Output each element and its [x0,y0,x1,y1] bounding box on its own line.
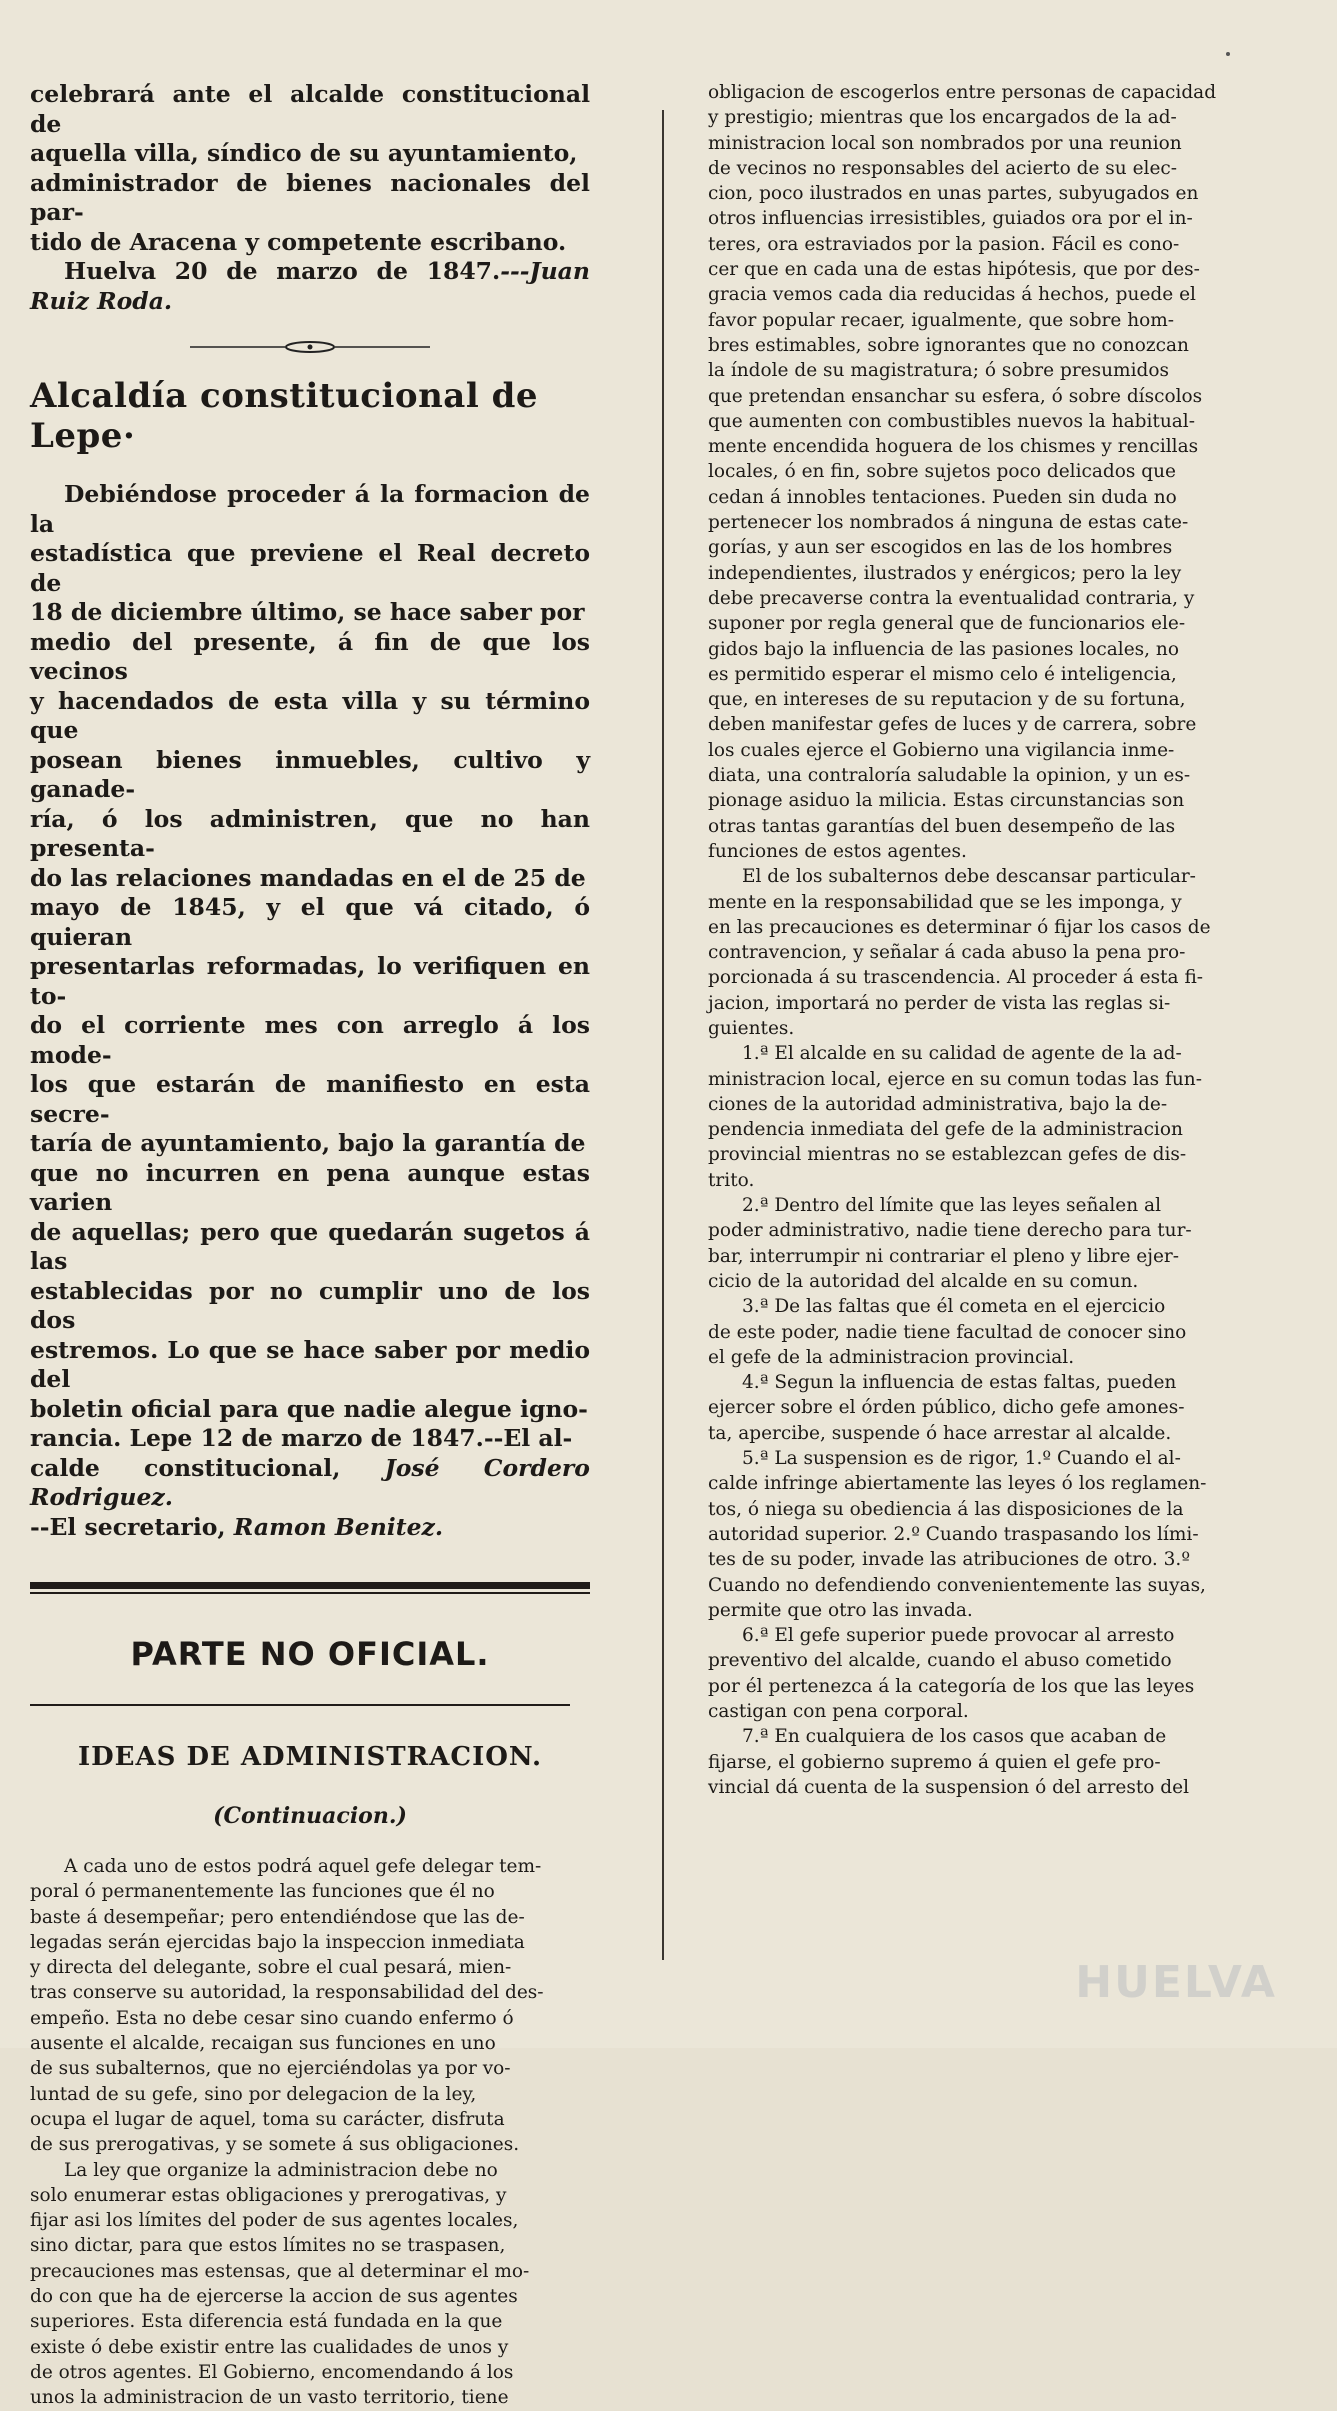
notice-line: establecidas por no cumplir uno de los dos [30,1276,590,1334]
notice-line: do el corriente mes con arreglo á los mode- [30,1011,590,1069]
body-line: debe precaverse contra la eventualidad contraria, y [708,587,1195,609]
body-line: de sus prerogativas, y se somete á sus obligaciones. [30,2134,520,2156]
body-line: poder administrativo, nadie tiene derecho para tur- [708,1220,1192,1242]
body-line: de vecinos no responsables del acierto de su elec- [708,157,1178,179]
notice-line: rancia. Lepe 12 de marzo de 1847.--El al- [30,1424,573,1452]
heading-rule [30,1704,570,1706]
body-line: que aumenten con combustibles nuevos la habitual- [708,410,1195,432]
body-line: contravencion, y señalar á cada abuso la pena pro- [708,942,1186,964]
body-line: guientes. [708,1017,795,1039]
ink-dot [1226,52,1230,56]
body-line: los cuales ejerce el Gobierno una vigilancia inme- [708,739,1175,761]
body-line: gidos bajo la influencia de las pasiones locales, no [708,638,1179,660]
body-line: superiores. Esta diferencia está fundada en la que [30,2311,503,2333]
notice-line: Debiéndose proceder á la formacion de la [30,480,590,538]
section-rule-thick [30,1582,590,1589]
body-line: ocupa el lugar de aquel, toma su carácter, disfruta [30,2108,505,2130]
body-line: otros influencias irresistibles, guiados ora por el in- [708,208,1193,230]
body-line: fijarse, el gobierno supremo á quien el gefe pro- [708,1751,1161,1773]
body-line: fijar asi los límites del poder de sus agentes locales, [30,2210,519,2232]
continuacion-label: (Continuacion.) [213,1803,407,1829]
intro-line: tido de Aracena y competente escribano. [30,227,567,256]
ideas-heading: IDEAS DE ADMINISTRACION. [77,1742,543,1772]
body-line: deben manifestar gefes de luces y de carrera, sobre [708,714,1197,736]
body-line: preventivo del alcalde, cuando el abuso cometido [708,1650,1172,1672]
body-line: independientes, ilustrados y enérgicos; pero la ley [708,562,1182,584]
notice-line: los que estarán de manifiesto en esta secre- [30,1070,590,1128]
notice-line: taría de ayuntamiento, bajo la garantía de [30,1129,586,1157]
body-line: tes de su poder, invade las atribuciones de otro. 3.º [708,1549,1191,1571]
notice-line: estremos. Lo que se hace saber por medio del [30,1335,590,1393]
ornament-divider-icon [190,340,430,354]
body-line: locales, ó en fin, sobre sujetos poco delicados que [708,461,1176,483]
rule-item-line: 7.ª En cualquiera de los casos que acaban de [742,1726,1167,1748]
notice-line: y hacendados de esta villa y su término que [30,686,590,744]
body-line: pendencia inmediata del gefe de la administracion [708,1119,1183,1141]
intro-dateline [30,257,590,316]
notice-line: 18 de diciembre último, se hace saber por [30,598,585,626]
alcaldia-notice [30,480,590,1542]
intro-signature: ---Juan Ruiz Roda. [30,257,590,315]
body-line: tras conserve su autoridad, la responsabilidad del des- [30,1982,544,2004]
alcalde-name: José Cordero Rodriguez. [30,1453,590,1511]
body-line: favor popular recaer, igualmente, que sobre hom- [708,309,1175,331]
notice-line: estadística que previene el Real decreto de [30,539,590,597]
body-line: ausente el alcalde, recaigan sus funciones en uno [30,2033,496,2055]
body-line: A cada uno de estos podrá aquel gefe delegar tem- [64,1856,542,1877]
notice-line: medio del presente, á fin de que los vecinos [30,627,590,685]
body-line: vincial dá cuenta de la suspension ó del arresto del [708,1776,1189,1798]
body-line: poral ó permanentemente las funciones que él no [30,1881,495,1903]
body-line: castigan con pena corporal. [708,1701,969,1722]
body-line: tos, ó niega su obediencia á las disposiciones de la [708,1498,1184,1520]
intro-line: aquella villa, síndico de su ayuntamiento, [30,139,578,167]
body-line: legadas serán ejercidas bajo la inspeccion inmediata [30,1931,525,1953]
body-line: luntad de su gefe, sino por delegacion de la ley, [30,2083,477,2105]
body-line: y prestigio; mientras que los encargados de la ad- [708,107,1177,129]
alcaldia-heading: Alcaldía constitucional de Lepe· [30,376,538,456]
notice-line: mayo de 1845, y el que vá citado, ó quieran [30,893,590,951]
rule-item-line: 2.ª Dentro del límite que las leyes señalen al [742,1195,1161,1217]
body-line: bres estimables, sobre ignorantes que no conozcan [708,334,1189,356]
body-line: pionage asiduo la milicia. Estas circunstancias son [708,790,1185,812]
notice-line: do las relaciones mandadas en el de 25 de [30,863,586,892]
body-line: provincial mientras no se establezcan gefes de dis- [708,1144,1187,1166]
body-line: de otros agentes. El Gobierno, encomendando á los [30,2361,514,2383]
body-line: es permitido esperar el mismo celo é inteligencia, [708,663,1177,685]
rule-item-line: 3.ª De las faltas que él cometa en el ejercicio [742,1296,1166,1318]
body-line: porcionada á su trascendencia. Al proceder á esta fi- [708,967,1204,989]
body-line: cion, poco ilustrados en unas partes, subyugados en [708,183,1199,205]
rule-item-line: 1.ª El alcalde en su calidad de agente de la ad- [742,1043,1182,1065]
body-line: autoridad superior. 2.º Cuando traspasando los lími- [708,1523,1199,1545]
body-line: en las precauciones es determinar ó fijar los casos de [708,916,1211,938]
secretario-title: --El secretario, [30,1512,226,1541]
notice-signature-line [30,1454,590,1513]
body-line: cedan á innobles tentaciones. Pueden sin duda no [708,486,1177,508]
intro-block [30,80,590,316]
body-line: El de los subalternos debe descansar particular- [742,866,1196,888]
body-line: que pretendan ensanchar su esfera, ó sobre díscolos [708,385,1203,407]
body-line: de este poder, nadie tiene facultad de conocer sino [708,1321,1187,1343]
body-line: obligacion de escogerlos entre personas de capacidad [708,82,1217,103]
body-line: pertenecer los nombrados á ninguna de estas cate- [708,512,1189,534]
body-line: otras tantas garantías del buen desempeño de las [708,815,1176,837]
body-line: empeño. Esta no debe cesar sino cuando enfermo ó [30,2007,514,2029]
body-line: ministracion local son nombrados por una reunion [708,132,1182,154]
body-line: La ley que organize la administracion debe no [64,2159,498,2181]
secretario-name: Ramon Benitez. [233,1512,444,1541]
ideas-body [30,1854,590,2411]
body-line: permite que otro las invada. [708,1599,973,1621]
body-line: ciones de la autoridad administrativa, bajo la de- [708,1093,1168,1115]
rule-item-line: 4.ª Segun la influencia de estas faltas, pueden [742,1372,1177,1394]
body-line: y directa del delegante, sobre el cual pesará, mien- [30,1957,512,1979]
body-line: cer que en cada una de estas hipótesis, que por des- [708,259,1200,281]
body-line: mente encendida hoguera de los chismes y rencillas [708,436,1199,458]
secretario-line [30,1513,590,1543]
body-line: suponer por regla general que de funcionarios ele- [708,613,1186,635]
body-line: ministracion local, ejerce en su comun todas las fun- [708,1068,1202,1090]
right-column [708,80,1273,2040]
body-line: existe ó debe existir entre las cualidades de unos y [30,2336,509,2358]
parte-no-oficial-heading: PARTE NO OFICIAL. [130,1635,490,1673]
notice-line: posean bienes inmuebles, cultivo y ganade- [30,745,590,803]
body-line: mente en la responsabilidad que se les imponga, y [708,891,1182,913]
rule-item-line: 6.ª El gefe superior puede provocar al arresto [742,1625,1175,1647]
body-line: precauciones mas estensas, que al determinar el mo- [30,2260,530,2282]
rule-item-line: 5.ª La suspension es de rigor, 1.º Cuando el al- [742,1448,1181,1470]
body-line: Cuando no defendiendo convenientemente las suyas, [708,1574,1206,1596]
section-rule-thin [30,1592,590,1594]
intro-date: Huelva 20 de marzo de 1847. [64,257,501,285]
alcalde-title: calde constitucional, [30,1453,341,1482]
body-line: calde infringe abiertamente las leyes ó los reglamen- [708,1473,1207,1495]
body-line: cicio de la autoridad del alcalde en su comun. [708,1270,1139,1292]
body-line: unos la administracion de un vasto territorio, tiene [30,2387,509,2409]
body-line: por él pertenezca á la categoría de los que las leyes [708,1675,1195,1697]
body-line: sino dictar, para que estos límites no se traspasen, [30,2235,506,2257]
notice-line: de aquellas; pero que quedarán sugetos á las [30,1217,590,1275]
intro-line: celebrará ante el alcalde constitucional de [30,80,590,138]
body-line: la índole de su magistratura; ó sobre presumidos [708,360,1169,382]
body-line: gorías, y aun ser escogidos en las de los hombres [708,537,1173,559]
column-divider [662,110,664,1960]
body-line: funciones de estos agentes. [708,840,967,862]
notice-line: ría, ó los administren, que no han presenta- [30,804,590,862]
body-line: diata, una contraloría saludable la opinion, y un es- [708,765,1191,787]
notice-line: que no incurren en pena aunque estas varien [30,1158,590,1216]
intro-line: administrador de bienes nacionales del par- [30,168,590,226]
body-line: solo enumerar estas obligaciones y prerogativas, y [30,2184,507,2206]
archive-watermark: HUELVA [1075,1957,1277,2008]
notice-line: boletin oficial para que nadie alegue igno- [30,1394,588,1423]
body-line: baste á desempeñar; pero entendiéndose que las de- [30,1906,525,1928]
body-line: jacion, importará no perder de vista las reglas si- [708,992,1171,1014]
body-line: trito. [708,1169,755,1191]
notice-line: presentarlas reformadas, lo verifiquen en to- [30,952,590,1010]
body-line: bar, interrumpir ni contrariar el pleno y libre ejer- [708,1245,1180,1267]
body-line: do con que ha de ejercerse la accion de sus agentes [30,2286,518,2308]
body-line: ta, apercibe, suspende ó hace arrestar al alcalde. [708,1422,1172,1444]
left-column [30,80,590,2409]
body-line: de sus subalternos, que no ejerciéndolas ya por vo- [30,2058,511,2080]
body-line: gracia vemos cada dia reducidas á hechos, puede el [708,284,1196,306]
body-line: que, en intereses de su reputacion y de su fortuna, [708,689,1186,711]
body-line: ejercer sobre el órden público, dicho gefe amones- [708,1397,1185,1419]
body-line: el gefe de la administracion provincial. [708,1346,1075,1368]
body-line: teres, ora estraviados por la pasion. Fácil es cono- [708,233,1180,255]
